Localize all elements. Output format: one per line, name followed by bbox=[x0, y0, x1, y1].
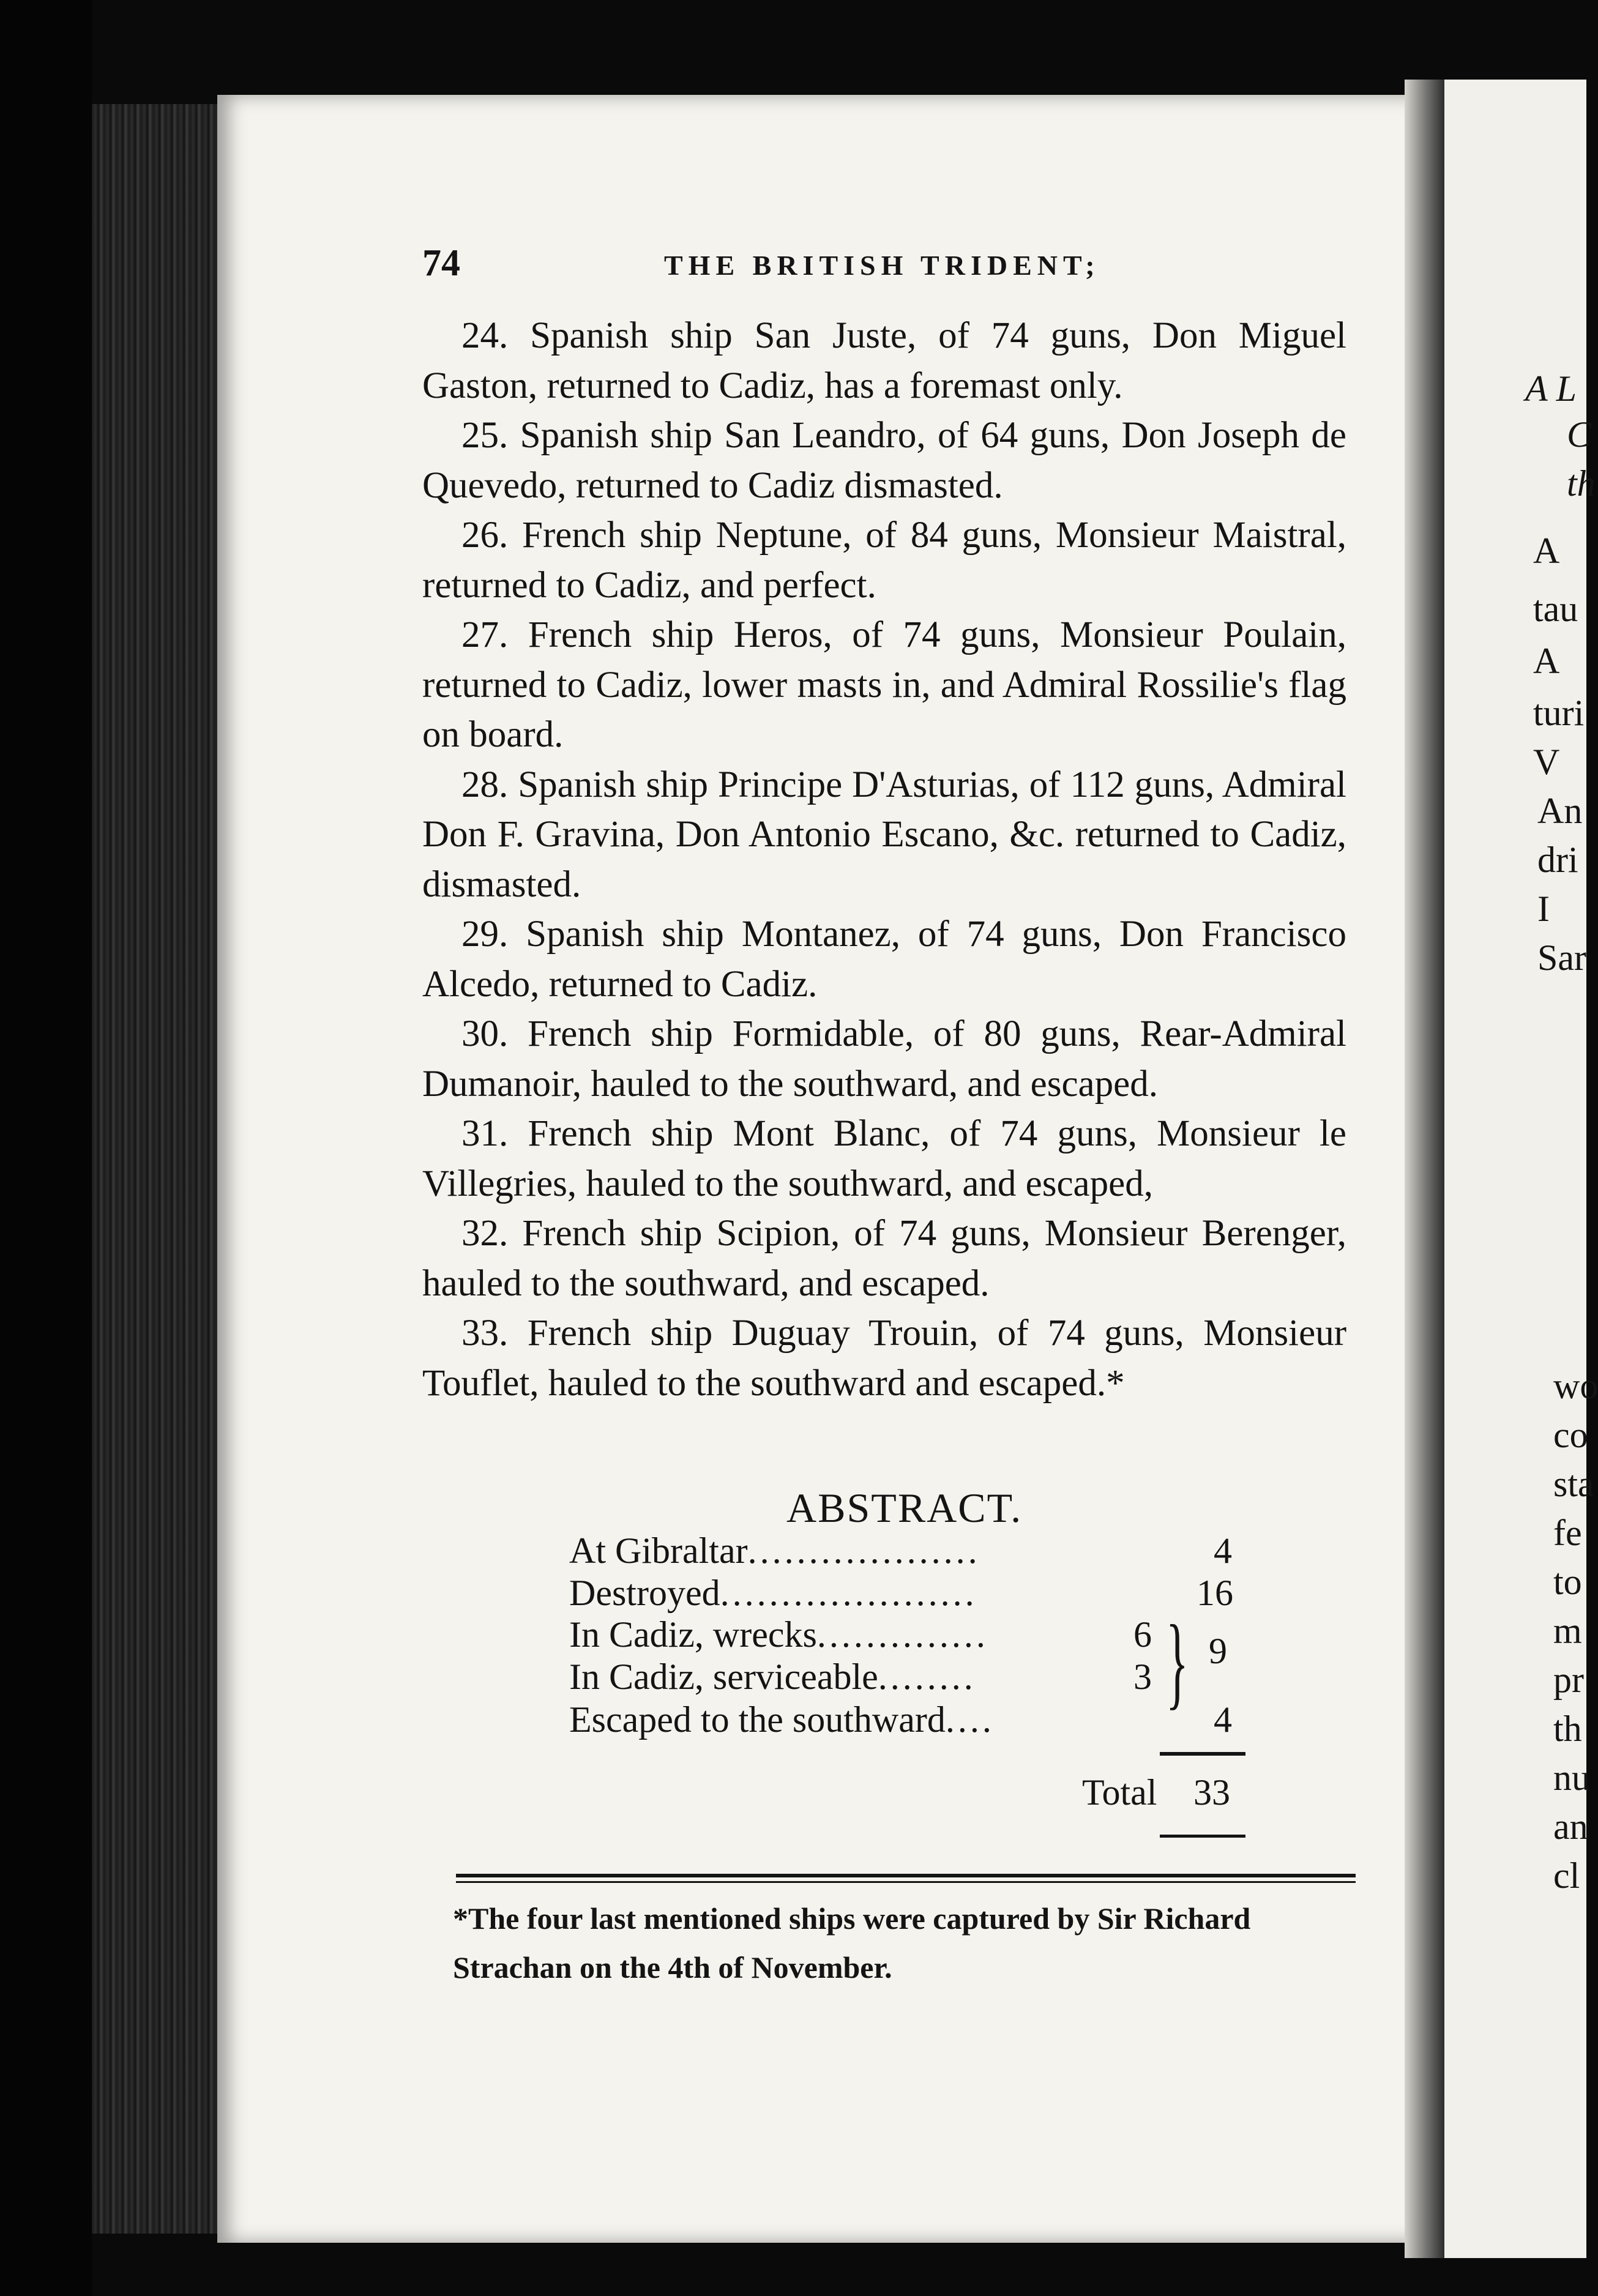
facing-page-fragment: nu bbox=[1553, 1757, 1590, 1798]
entry-text: Spanish ship San Leandro, of 64 guns, Don Joseph de Quevedo, returned to Cadiz dismasted. bbox=[422, 415, 1346, 506]
entry-number: 32. bbox=[461, 1213, 523, 1254]
abstract-row bbox=[569, 1699, 995, 1741]
facing-page-fragment: th bbox=[1553, 1709, 1582, 1749]
ship-entry bbox=[422, 1308, 1346, 1408]
footnote bbox=[453, 1894, 1362, 1992]
total-value: 33 bbox=[1193, 1772, 1230, 1813]
facing-page-fragment: A bbox=[1533, 531, 1560, 571]
facing-page-fragment: I bbox=[1537, 889, 1550, 929]
ship-entry bbox=[422, 1109, 1346, 1209]
leader-dots: ..................... bbox=[720, 1573, 977, 1613]
facing-page-fragment: fe bbox=[1553, 1513, 1582, 1553]
facing-page-fragment: A bbox=[1533, 641, 1560, 681]
facing-page-fragment: tau bbox=[1533, 589, 1578, 629]
entry-number: 33. bbox=[461, 1313, 528, 1354]
facing-page-fragment: turi bbox=[1533, 693, 1585, 733]
background-dark bbox=[0, 0, 92, 2296]
ship-entry bbox=[422, 411, 1346, 510]
abstract-row bbox=[569, 1656, 976, 1698]
abstract-label: In Cadiz, wrecks bbox=[569, 1614, 817, 1655]
running-head: THE BRITISH TRIDENT; bbox=[664, 250, 1100, 281]
abstract-label: Escaped to the southward bbox=[569, 1699, 946, 1740]
entry-text: French ship Neptune, of 84 guns, Monsieur Maistral, returned to Cadiz, and perfect. bbox=[422, 515, 1346, 606]
cadiz-total: 9 bbox=[1209, 1631, 1227, 1671]
facing-page-fragment: V bbox=[1533, 742, 1560, 782]
sum-rule bbox=[1160, 1752, 1245, 1756]
facing-page-fragment: to bbox=[1553, 1562, 1582, 1602]
total-rule bbox=[1160, 1835, 1245, 1838]
facing-page-fragment: m bbox=[1553, 1611, 1582, 1651]
leader-dots: .... bbox=[945, 1699, 995, 1740]
abstract-subvalue: 6 bbox=[1133, 1614, 1152, 1655]
footnote-rule-top bbox=[456, 1874, 1356, 1877]
facing-page-fragment: an bbox=[1553, 1806, 1588, 1847]
facing-page-fragment: co bbox=[1553, 1415, 1588, 1455]
facing-page-fragment: th bbox=[1567, 463, 1596, 504]
abstract-value: 4 bbox=[1214, 1530, 1232, 1571]
facing-page-fragment: C bbox=[1567, 414, 1592, 455]
facing-page-fragment: pr bbox=[1553, 1660, 1584, 1700]
entry-text: Spanish ship Montanez, of 74 guns, Don Francisco Alcedo, returned to Cadiz. bbox=[422, 914, 1346, 1005]
ship-entry bbox=[422, 760, 1346, 910]
entry-text: French ship Mont Blanc, of 74 guns, Monsieur le Villegries, hauled to the southward, and escaped, bbox=[422, 1113, 1346, 1204]
ship-entry bbox=[422, 909, 1346, 1009]
page-header bbox=[422, 242, 1359, 291]
entry-number: 29. bbox=[461, 914, 526, 955]
abstract-title: ABSTRACT. bbox=[786, 1485, 1023, 1531]
entry-number: 28. bbox=[461, 764, 518, 805]
entry-number: 27. bbox=[461, 614, 528, 655]
abstract-value: 16 bbox=[1197, 1573, 1233, 1613]
leader-dots: ................... bbox=[747, 1530, 980, 1571]
ship-entry bbox=[422, 610, 1346, 760]
footnote-text: *The four last mentioned ships were captured by Sir Richard Strachan on the 4th of November. bbox=[453, 1901, 1251, 1985]
entry-text: Spanish ship Principe D'Asturias, of 112 guns, Admiral Don F. Gravina, Don Antonio Escano, &c. returned to Cadiz, dismasted. bbox=[422, 764, 1346, 905]
abstract-row bbox=[569, 1572, 977, 1614]
facing-page-fragment: Sar bbox=[1537, 937, 1586, 978]
entry-number: 26. bbox=[461, 515, 523, 556]
total-label: Total bbox=[1082, 1772, 1157, 1813]
facing-page-fragment: sta bbox=[1553, 1464, 1594, 1504]
ship-entry bbox=[422, 1209, 1346, 1308]
ship-entry bbox=[422, 510, 1346, 610]
leader-dots: ........ bbox=[878, 1657, 976, 1697]
ship-entry bbox=[422, 1009, 1346, 1109]
entry-text: French ship Formidable, of 80 guns, Rear-Admiral Dumanoir, hauled to the southward, and escaped. bbox=[422, 1013, 1346, 1105]
abstract-row bbox=[569, 1530, 980, 1572]
entry-text: French ship Duguay Trouin, of 74 guns, Monsieur Touflet, hauled to the southward and escaped.* bbox=[422, 1313, 1347, 1404]
ship-entry bbox=[422, 311, 1346, 411]
page-number: 74 bbox=[422, 242, 460, 284]
entry-number: 25. bbox=[461, 415, 520, 456]
entry-text: French ship Scipion, of 74 guns, Monsieur Berenger, hauled to the southward, and escaped. bbox=[422, 1213, 1347, 1304]
footnote-rule-bottom bbox=[456, 1881, 1356, 1883]
entry-number: 30. bbox=[461, 1013, 528, 1054]
entry-number: 24. bbox=[461, 315, 531, 356]
abstract-value: 4 bbox=[1214, 1699, 1232, 1740]
abstract-label: In Cadiz, serviceable bbox=[569, 1657, 878, 1697]
abstract-row bbox=[569, 1614, 988, 1656]
abstract-label: At Gibraltar bbox=[569, 1530, 748, 1571]
entry-text: Spanish ship San Juste, of 74 guns, Don Miguel Gaston, returned to Cadiz, has a foremast only. bbox=[422, 315, 1347, 406]
facing-page-fragment: wo bbox=[1553, 1366, 1598, 1406]
abstract-subvalue: 3 bbox=[1133, 1657, 1152, 1697]
brace-icon: } bbox=[1166, 1604, 1189, 1719]
entry-text: French ship Heros, of 74 guns, Monsieur Poulain, returned to Cadiz, lower masts in, and Admiral Rossilie's flag on board. bbox=[422, 614, 1347, 755]
facing-page-fragment: cl bbox=[1553, 1855, 1580, 1896]
leader-dots: .............. bbox=[816, 1614, 988, 1655]
facing-page-fragment: An bbox=[1537, 791, 1583, 831]
entry-number: 31. bbox=[461, 1113, 528, 1154]
abstract-label: Destroyed bbox=[569, 1573, 720, 1613]
ship-list bbox=[422, 311, 1346, 1408]
facing-page-fragment: A L bbox=[1525, 368, 1577, 409]
facing-page-fragment: dri bbox=[1537, 840, 1578, 880]
